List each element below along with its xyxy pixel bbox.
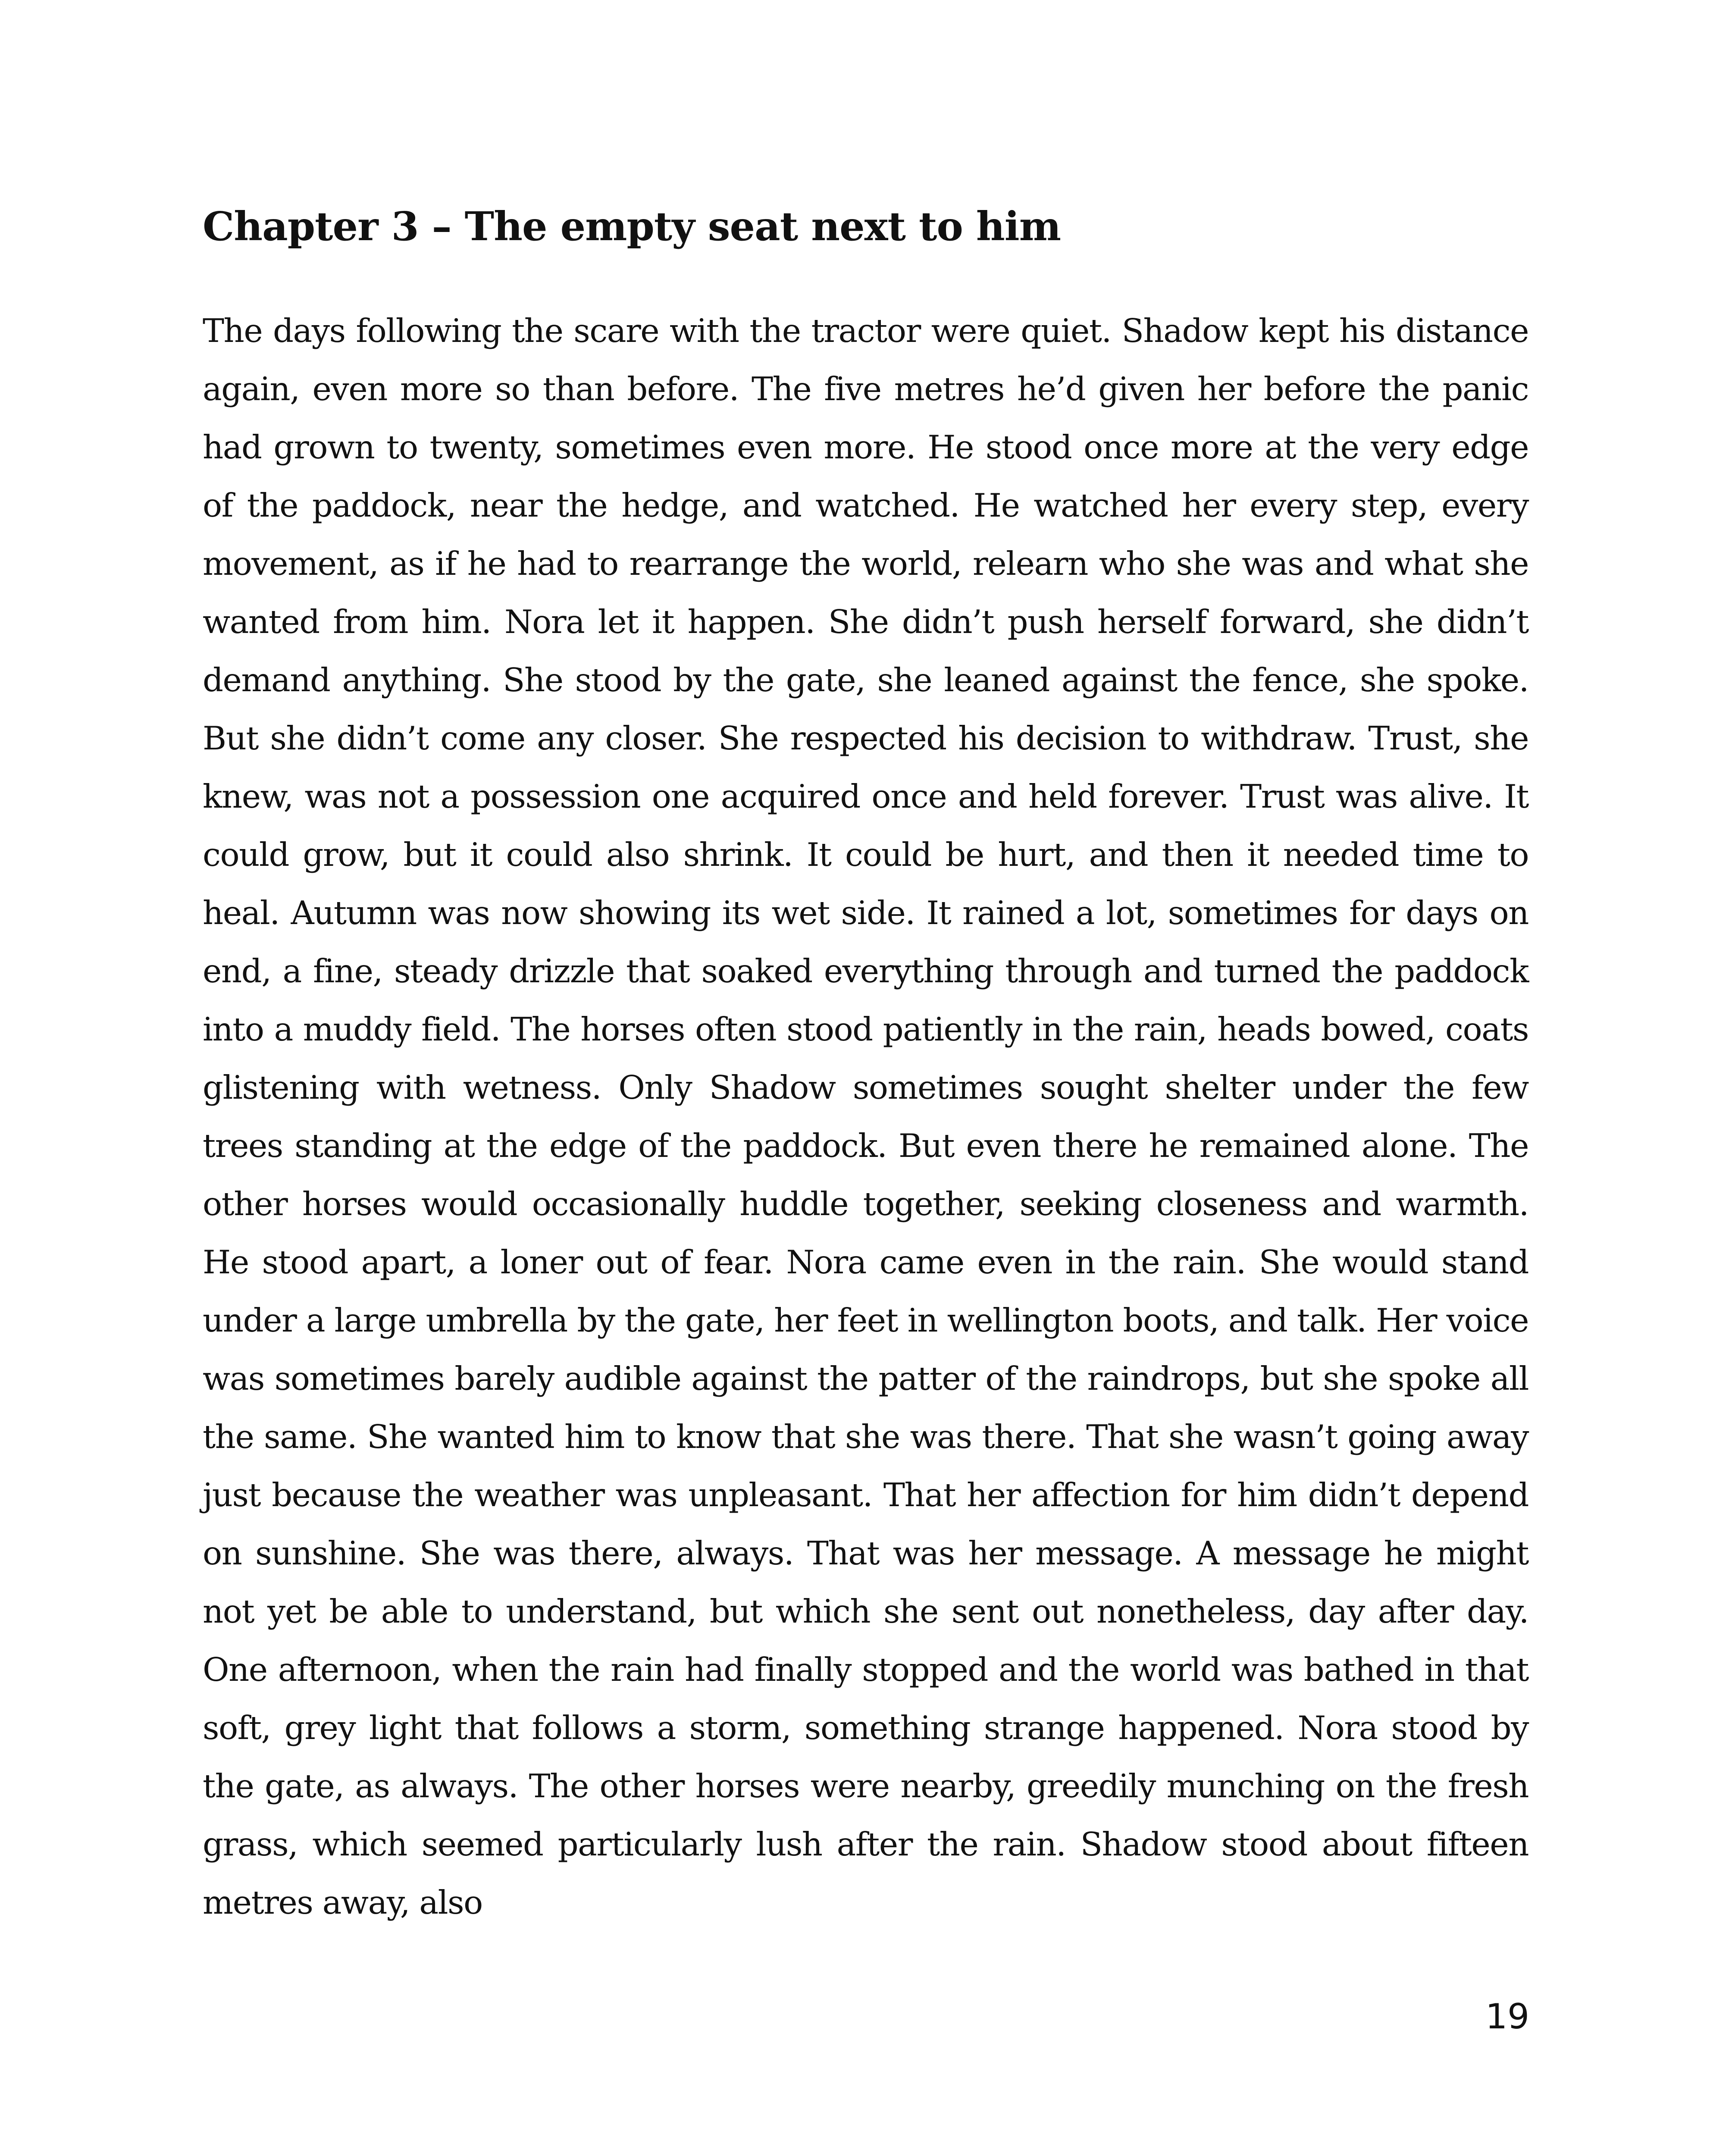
- chapter-title: Chapter 3 – The empty seat next to him: [203, 203, 1061, 250]
- page-number: 19: [1485, 1996, 1529, 2037]
- body-paragraph: The days following the scare with the tractor were quiet. Shadow kept his distance again, even more so than before. The five metres he’d given her before the panic had grown to twenty, sometimes even more. He stood once more at the very edge of the paddock, near the hedge, and watched. He watched her every step, every movement, as if he had to rearrange the world, relearn who she was and what she wanted from him. Nora let it happen. She didn’t push herself forward, she didn’t demand anything. She stood by the gate, she leaned against the fence, she spoke. But she didn’t come any closer. She respected his decision to withdraw. Trust, she knew, was not a possession one acquired once and held forever. Trust was alive. It could grow, but it could also shrink. It could be hurt, and then it needed time to heal. Autumn was now showing its wet side. It rained a lot, sometimes for days on end, a fine, steady drizzle that soaked everything through and turned the paddock into a muddy field. The horses often stood patiently in the rain, heads bowed, coats glistening with wetness. Only Shadow sometimes sought shelter under the few trees standing at the edge of the paddock. But even there he remained alone. The other horses would occasionally huddle together, seeking closeness and warmth. He stood apart, a loner out of fear. Nora came even in the rain. She would stand under a large umbrella by the gate, her feet in wellington boots, and talk. Her voice was sometimes barely audible against the patter of the raindrops, but she spoke all the same. She wanted him to know that she was there. That she wasn’t going away just because the weather was unpleasant. That her affection for him didn’t depend on sunshine. She was there, always. That was her message. A message he might not yet be able to understand, but which she sent out nonetheless, day after day. One afternoon, when the rain had finally stopped and the world was bathed in that soft, grey light that follows a storm, something strange happened. Nora stood by the gate, as always. The other horses were nearby, greedily munching on the fresh grass, which seemed particularly lush after the rain. Shadow stood about fifteen metres away, also: [203, 312, 1528, 1921]
